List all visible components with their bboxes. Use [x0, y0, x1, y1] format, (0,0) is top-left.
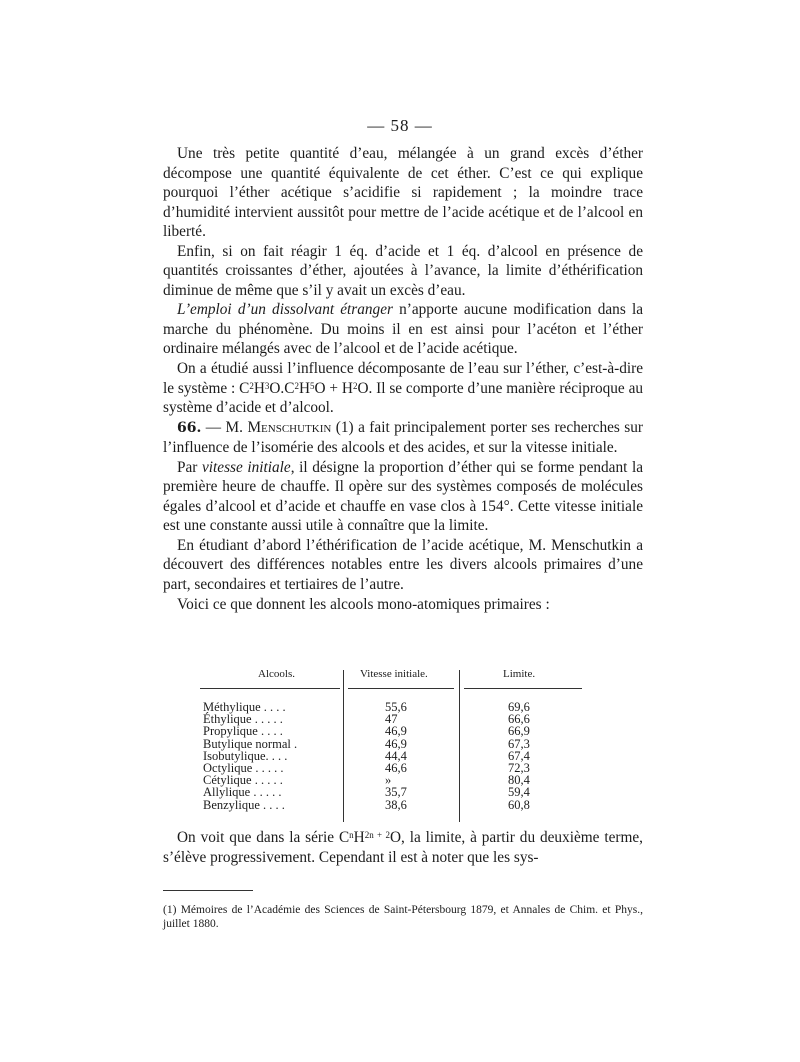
p4-f: O. Il se comporte d’une manière réciproque au système d’acide et d’alcool.	[163, 379, 644, 417]
table-cell: 38,6	[385, 797, 407, 812]
table-cell: 59,4	[508, 785, 530, 800]
table-cell: 46,9	[385, 724, 407, 739]
paragraph-8: Voici ce que donnent les alcools mono-atomiques primaires :	[177, 595, 550, 613]
table-cell: Éthylique . . . . .	[203, 712, 283, 727]
table-header-vitesse: Vitesse initiale.	[360, 668, 428, 680]
alcohols-table	[200, 668, 650, 830]
paragraph-3	[163, 300, 643, 359]
table-header-rule	[200, 688, 340, 689]
table-cell: 47	[385, 712, 398, 727]
table-cell: 46,9	[385, 736, 407, 751]
p6-a: Par	[177, 458, 202, 476]
table-cell: 72,3	[508, 760, 530, 775]
page-number: — 58 —	[367, 116, 433, 135]
table-cell: 66,6	[508, 712, 530, 727]
table-row	[200, 786, 650, 798]
paragraph-3-rest: n’apporte aucune modification dans la marche du phénomène. Du moins il en est ainsi pour l’acéton et l’éther ordinaire mélangés avec de l’alcool et de l’acide acétique.	[163, 301, 643, 358]
p9-sup2: 2n + 2	[364, 830, 390, 840]
p4-a: On a étudié aussi l’influence décomposante de l’eau sur l’éther, c’est-à-dire le système : C	[163, 360, 643, 397]
p4-sup2: 3	[264, 380, 270, 391]
table-cell: 67,4	[508, 748, 530, 763]
table-cell: 44,4	[385, 748, 407, 763]
p5-b: (1) a fait principalement porter ses recherches sur l’influence de l’isomérie des alcools et des acides, et sur la vitesse initiale.	[163, 418, 643, 457]
table-cell: 80,4	[508, 773, 530, 788]
paragraph-6	[163, 458, 643, 536]
p4-e: O + H	[314, 379, 353, 397]
table-body	[200, 701, 650, 811]
p9-b: H	[353, 829, 365, 846]
p4-sup4: 5	[310, 380, 315, 391]
p4-c: O.C	[269, 379, 295, 397]
paragraph-9	[163, 828, 643, 867]
table-header-alcools: Alcools.	[258, 668, 295, 680]
table-cell: 66,9	[508, 724, 530, 739]
table-cell: 60,8	[508, 797, 530, 812]
paragraph-2: Enfin, si on fait réagir 1 éq. d’acide et 1 éq. d’alcool en présence de quantités croissantes d’éther, ajoutées à l’avance, la limite d’éthérification diminue de même que s’il y avait un excès d’eau.	[163, 242, 643, 299]
table-cell: 55,6	[385, 700, 407, 714]
p9-a: On voit que dans la série C	[177, 829, 350, 846]
p6-italic: vitesse initiale	[202, 458, 291, 476]
p9-sup1: n	[349, 830, 354, 840]
table-cell: Méthylique . . . .	[203, 700, 286, 714]
author-name: Menschutkin	[247, 418, 332, 436]
table-cell: Butylique normal .	[203, 736, 298, 751]
paragraph-7: En étudiant d’abord l’éthérification de l’acide acétique, M. Menschutkin a découvert des différences notables entre les divers alcools primaires d’une part, secondaires et tertiaires de l’autre.	[163, 536, 643, 594]
body-text-lower	[163, 828, 643, 867]
table-cell: Octylique . . . . .	[203, 760, 284, 775]
table-cell: Benzylique . . . .	[203, 797, 285, 812]
p9-c: O, la limite, à partir du deuxième terme, s’élève progressivement. Cependant il est à noter que les sys-	[163, 829, 644, 866]
table-cell: Cétylique . . . . .	[203, 773, 283, 788]
p4-sup1: 2	[249, 380, 254, 391]
table-row	[200, 725, 650, 737]
table-header-limite: Limite.	[503, 668, 536, 680]
table-header-rule	[348, 688, 454, 689]
table-row	[200, 799, 650, 811]
paragraph-4	[163, 359, 643, 418]
body-text-upper	[163, 144, 643, 614]
table-cell: Allylique . . . . .	[203, 785, 282, 800]
table-cell: Propylique . . . .	[203, 724, 283, 739]
table-cell: 69,6	[508, 700, 530, 714]
table-cell: Isobutylique. . . .	[203, 748, 288, 763]
table-cell: 67,3	[508, 736, 530, 751]
section-number: 66.	[177, 419, 202, 436]
footnote: (1) Mémoires de l’Académie des Sciences de Saint-Pétersbourg 1879, et Annales de Chim. et Phys., juillet 1880.	[163, 904, 643, 930]
table-cell: »	[385, 773, 392, 788]
footnote-rule	[163, 890, 253, 891]
p4-sup5: 2	[352, 380, 358, 391]
p4-d: H	[298, 379, 311, 397]
paragraph-3-italic: L’emploi d’un dissolvant étranger	[177, 301, 393, 319]
table-header-rule	[464, 688, 582, 689]
p4-b: H	[253, 379, 265, 397]
p4-sup3: 2	[294, 380, 299, 391]
p6-b: , il désigne la proportion d’éther qui se forme pendant la première heure de chauffe. Il opère sur des systèmes composés de molécules égales d’alcool et d’acide et chauffe en vase clos à 154°. Cette vitesse initiale est une constante aussi utile à connaître que la limite.	[163, 458, 643, 535]
p5-a: — M.	[201, 418, 248, 436]
table-cell: 46,6	[385, 760, 407, 775]
table-row	[200, 738, 650, 750]
paragraph-5	[163, 418, 643, 458]
table-cell: 35,7	[385, 785, 407, 800]
paragraph-1: Une très petite quantité d’eau, mélangée à un grand excès d’éther décompose une quantité équivalente de cet éther. C’est ce qui explique pourquoi l’éther acétique s’acidifie si rapidement ; la moindre trace d’humidité intervient aussitôt pour mettre de l’acide acétique et de l’alcool en liberté.	[163, 145, 643, 241]
